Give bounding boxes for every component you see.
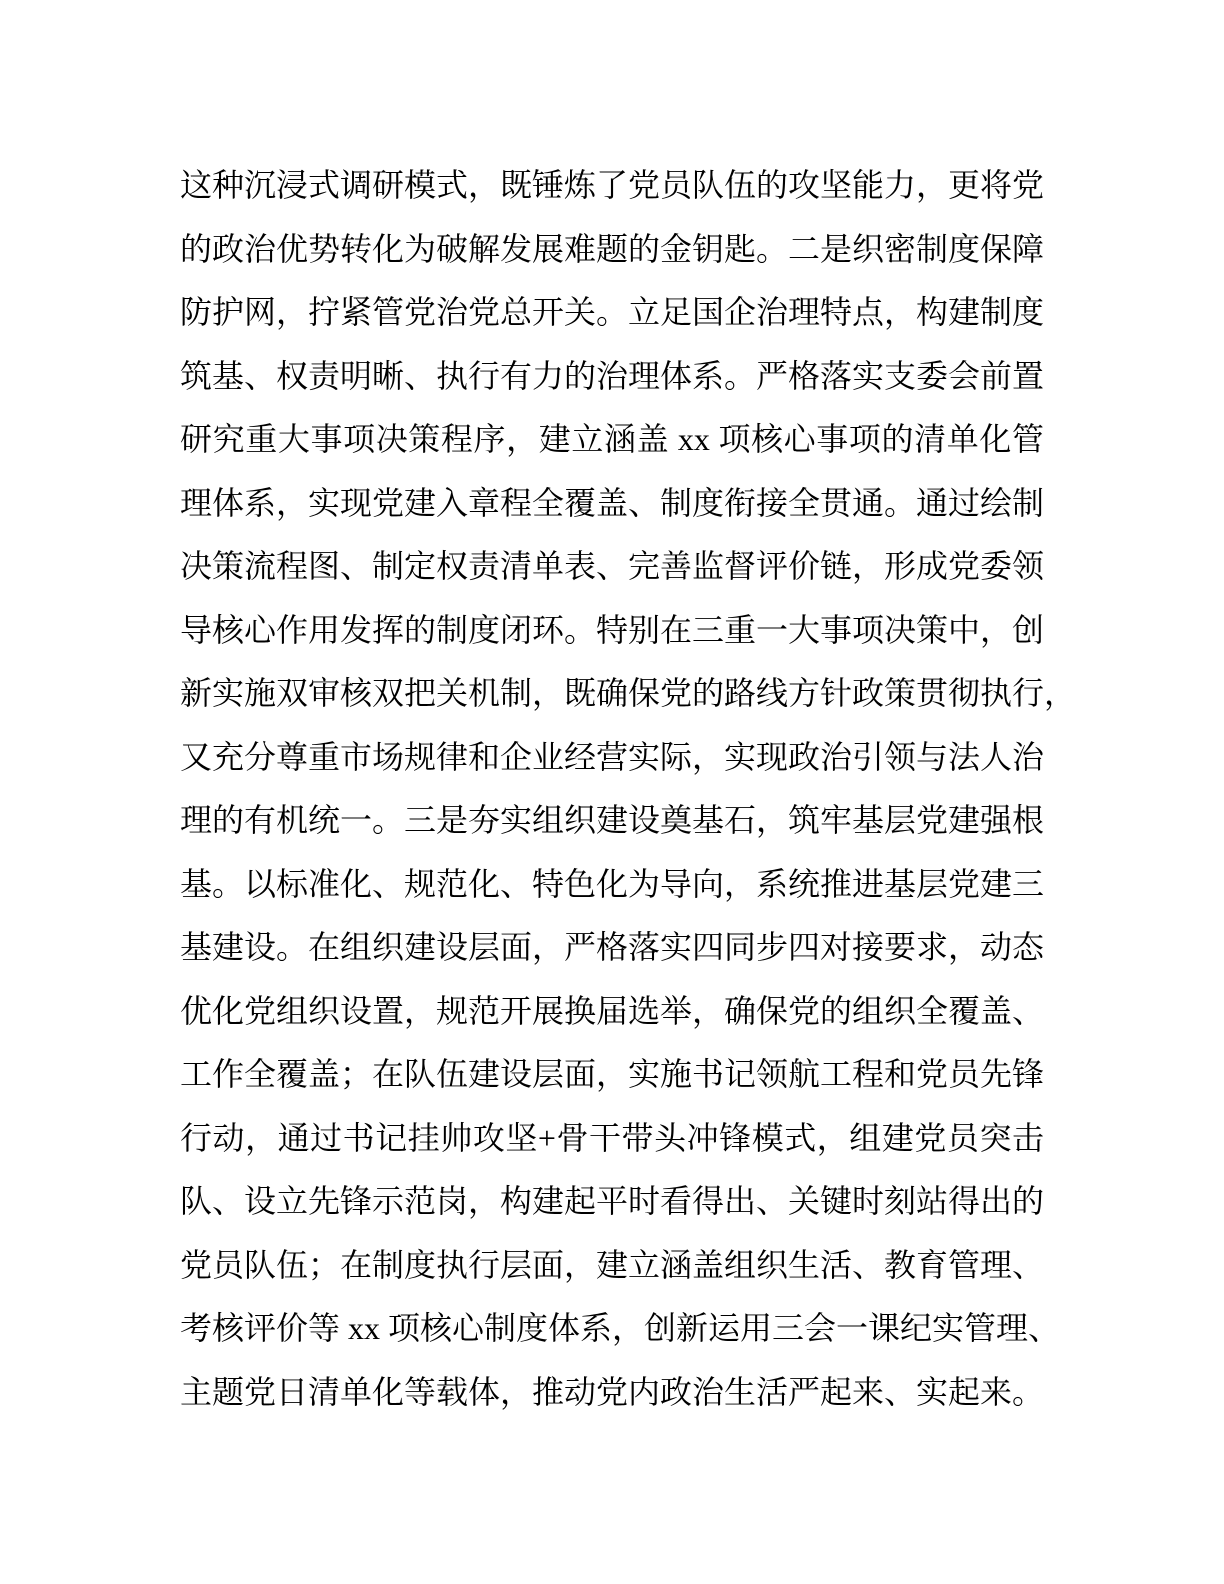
text-line: 考核评价等 xx 项核心制度体系，创新运用三会一课纪实管理、 xyxy=(180,1310,1061,1346)
text-line: 又充分尊重市场规律和企业经营实际，实现政治引领与法人治 xyxy=(180,738,1045,775)
text-line: 新实施双审核双把关机制，既确保党的路线方针政策贯彻执行， xyxy=(180,675,1077,711)
text-line: 筑基、权责明晰、执行有力的治理体系。严格落实支委会前置 xyxy=(180,357,1045,394)
text-line: 队、设立先锋示范岗，构建起平时看得出、关键时刻站得出的 xyxy=(180,1183,1045,1219)
body-text xyxy=(180,154,1077,1424)
text-line: 工作全覆盖；在队伍建设层面，实施书记领航工程和党员先锋 xyxy=(180,1056,1045,1092)
text-line: 基建设。在组织建设层面，严格落实四同步四对接要求，动态 xyxy=(180,929,1045,965)
text-line: 防护网，拧紧管党治党总开关。立足国企治理特点，构建制度 xyxy=(180,294,1045,330)
text-line: 理的有机统一。三是夯实组织建设奠基石，筑牢基层党建强根 xyxy=(180,802,1045,838)
text-line: 基。以标准化、规范化、特色化为导向，系统推进基层党建三 xyxy=(180,865,1045,902)
text-line: 优化党组织设置，规范开展换届选举，确保党的组织全覆盖、 xyxy=(180,992,1045,1029)
text-line: 的政治优势转化为破解发展难题的金钥匙。二是织密制度保障 xyxy=(180,230,1045,267)
text-line: 理体系，实现党建入章程全覆盖、制度衔接全贯通。通过绘制 xyxy=(180,484,1045,521)
text-line: 这种沉浸式调研模式，既锤炼了党员队伍的攻坚能力，更将党 xyxy=(180,167,1045,203)
text-line: 主题党日清单化等载体，推动党内政治生活严起来、实起来。 xyxy=(180,1373,1045,1410)
text-line: 导核心作用发挥的制度闭环。特别在三重一大事项决策中，创 xyxy=(180,611,1045,648)
text-line: 党员队伍；在制度执行层面，建立涵盖组织生活、教育管理、 xyxy=(180,1246,1045,1283)
text-line: 研究重大事项决策程序，建立涵盖 xx 项核心事项的清单化管 xyxy=(180,421,1044,457)
text-line: 行动，通过书记挂帅攻坚+骨干带头冲锋模式，组建党员突击 xyxy=(180,1119,1044,1156)
text-line: 决策流程图、制定权责清单表、完善监督评价链，形成党委领 xyxy=(180,548,1045,584)
